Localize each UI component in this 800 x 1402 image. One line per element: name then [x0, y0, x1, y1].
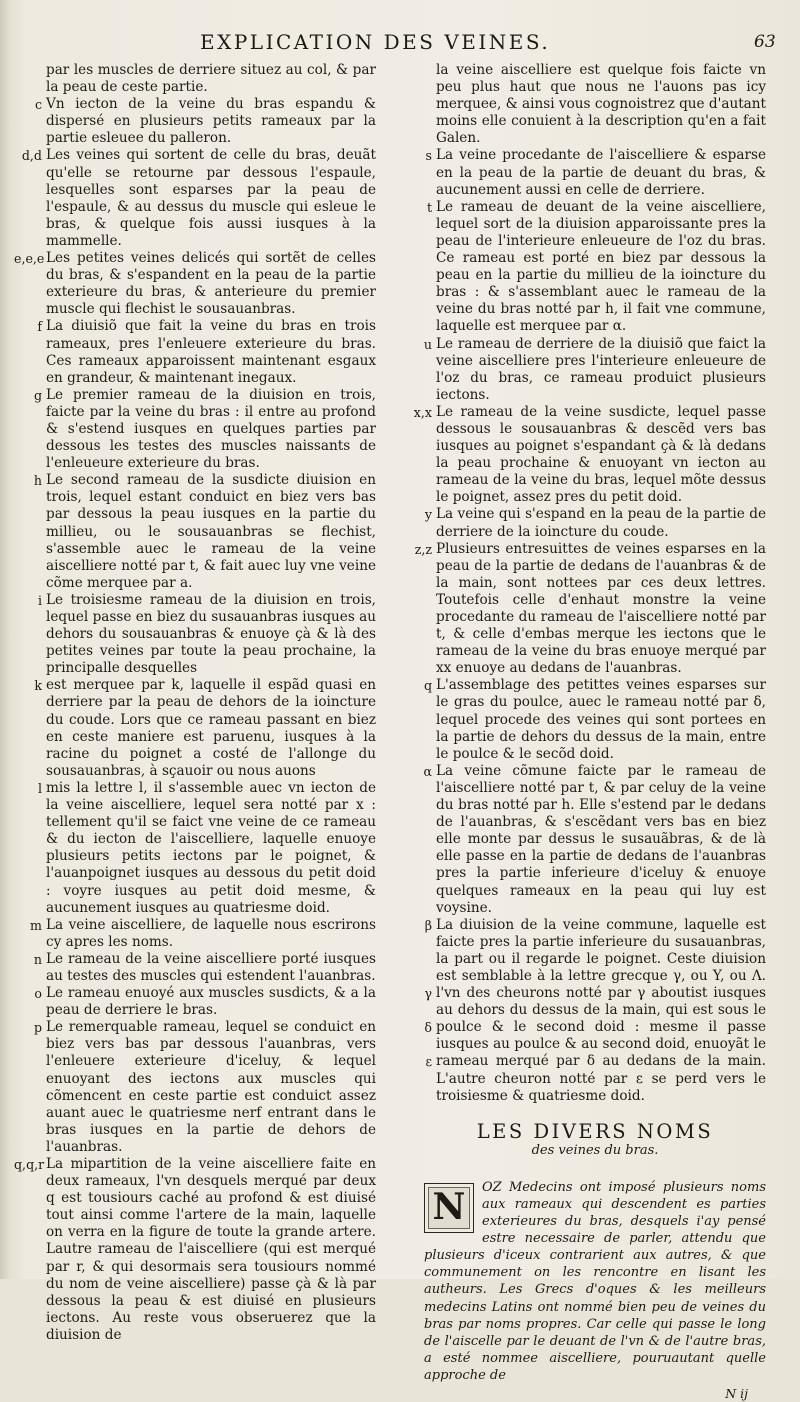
entry-marker: i [37, 592, 42, 608]
entry-marker: d,d [21, 148, 42, 164]
section-subtitle: des veines du bras. [531, 1142, 659, 1158]
annotation-entry [14, 1156, 376, 1344]
annotation-entry [34, 985, 376, 1019]
annotation-entry [34, 318, 376, 386]
entry-text: La veine qui s'espand en la peau de la partie de derriere de la ioincture du coude. [436, 506, 766, 540]
annotation-entry [34, 472, 376, 592]
annotation-entry [414, 540, 766, 678]
entry-text: par les muscles de derriere situez au col, & par la peau de ceste partie. [46, 62, 376, 96]
entry-text: La diuisiõ que fait la veine du bras en trois rameaux, pres l'enleuere exterieure du bras. Ces rameaux apparoissent maintenant esgaux en grandeur, & maintenant inegaux. [46, 318, 376, 386]
entry-text: Le rameau de la veine aiscelliere porté iusques au testes des muscles qui estendent l'auanbras. [46, 950, 376, 984]
section-title: LES DIVERS NOMS [476, 1119, 714, 1143]
entry-marker: z,z [414, 541, 432, 557]
entry-marker: y [424, 507, 432, 523]
entry-text: Vn iecton de la veine du bras espandu & dispersé en plusieurs petits rameaux par la partie esleuee du palleron. [46, 96, 376, 147]
annotation-entry [424, 336, 766, 404]
entry-marker: t [426, 199, 432, 215]
entry-marker: q [423, 678, 432, 694]
entry-text: La veine procedante de l'aiscelliere & esparse en la peau de la partie de deuant du bras, & aucunement aussi en celle de derriere. [436, 147, 766, 198]
annotation-entry [34, 1019, 376, 1156]
annotation-entry [34, 96, 376, 147]
right-column [413, 62, 766, 1402]
entry-text: Le rameau de la veine susdicte, lequel passe dessous le sousauanbras & descẽd vers bas iusques au poignet s'espandant çà & là dedans la peau prochaine & enuoyant vn iecton au rameau de la veine du bras, lequel mõte dessus le poignet, assez pres du petit doid. [436, 403, 766, 506]
annotation-entry [424, 62, 766, 147]
entry-text: Les veines qui sortent de celle du bras, deuãt qu'elle se retourne par dessous l'espaule, lesquelles sont esparses par la peau de l'espaule, & au dessus du muscle qui esleue le bras, & quelque fois aussi iusques à la mammelle. [46, 147, 376, 249]
dropcap-letter: N [424, 1183, 474, 1233]
entry-marker: c [34, 97, 42, 113]
page-number: 63 [754, 32, 776, 52]
entry-marker: m [30, 917, 42, 933]
entry-text: La veine aiscelliere, de laquelle nous escrirons cy apres les noms. [46, 916, 376, 950]
entry-marker: f [37, 319, 42, 335]
annotation-entry [424, 199, 766, 336]
entry-text: est merquee par k, laquelle il espãd quasi en derriere par la peau de dehors de la ioincture du coude. Lors que ce rameau passant en biez en ceste maniere est paruenu, iusques à la racine du poignet a costé de l'allonge du sousauanbras, à sçauoir ou nous auons [46, 677, 376, 779]
right-column-entries [413, 62, 766, 1105]
entry-text: Plusieurs entresuittes de veines esparses en la peau de la partie de dedans de l'auanbras & de la main, sont nottees par ces deux lettres. Toutefois celle d'enhaut monstre la veine procedante du rameau de l'aiscelliere notté par t, & celle d'embas merque les iectons que le rameau de la veine du bras enuoye merqué par xx enuoye au dedans de l'auanbras. [436, 540, 766, 677]
entry-marker: s [425, 148, 432, 164]
entry-text: mis la lettre l, il s'assemble auec vn iecton de la veine aiscelliere, lequel sera notté par x : tellement qu'il se faict vne veine de ce rameau & du iecton de l'aiscelliere, laquelle enuoye plusieurs petits iectons par le poignet, & l'auanpoignet iusques au dessous du petit doid : voyre iusques au petit doid mesme, & aucunement iusques au quatriesme doid. [46, 779, 376, 916]
entry-marker: p [33, 1020, 42, 1036]
entry-marker: u [423, 336, 432, 352]
intro-text: OZ Medecins ont imposé plusieurs noms aux rameaux qui descendent es parties exterieures du bras, desquels i'ay pensé estre necessaire de parler, attendu que plusieurs d'iceux contrarient aux autres, & que communement on les rencontre en lisant les autheurs. Les Grecs d'oques & les meilleurs medecins Latins ont nommé bien peu de veines du bras par noms propres. Car celle qui passe le long de l'aiscelle par le deuant de l'vn & de l'autre bras, a esté nommee aiscelliere, pouruautant quelle approche de [424, 1179, 766, 1383]
annotation-entry [34, 677, 376, 780]
entry-text: Le second rameau de la susdicte diuision en trois, lequel estant conduict en biez vers bas par dessous la peau iusques en la partie du millieu, ou le sousauanbras se flechist, s'assemble auec le rameau de la veine aiscelliere notté par t, & fait auec luy vne veine cõme merquee par a. [46, 472, 376, 591]
annotation-entry [424, 147, 766, 198]
signature-mark: N ij [725, 1386, 748, 1402]
entry-text: Le premier rameau de la diuision en trois, faicte par la veine du bras : il entre au profond & s'estend iusques en quelques parties par dessous les testes des muscles naissants de l'enleueure exterieure du bras. [46, 386, 376, 472]
entry-text: L'assemblage des petittes veines esparses sur le gras du poulce, auec le rameau notté par δ, lequel procede des veines qui sont portees en la partie de dehors du dessus de la main, entre le poulce & le secõd doid. [436, 677, 766, 762]
entry-text: Les petites veines delicés qui sortẽt de celles du bras, & s'espandent en la peau de la partie exterieure du bras, & anterieure du premier muscle qui flechist le sousauanbras. [46, 250, 376, 318]
annotation-entry [21, 147, 376, 250]
entry-text: Le remerquable rameau, lequel se conduict en biez vers bas par dessous l'auanbras, vers l'enleuere exterieure d'iceluy, & lequel enuoyant des iectons aux muscles qui cõmencent en ceste partie est conduict assez auant auec le quatriesme nerf entrant dans le bras iusques en la partie de dehors de l'auanbras. [46, 1019, 376, 1155]
entry-marker: α [423, 763, 432, 779]
annotation-entry [413, 403, 766, 507]
annotation-entry [424, 763, 766, 917]
entry-text: la veine aiscelliere est quelque fois faicte vn peu plus haut que nous ne l'auons pas icy merquee, & ainsi vous cognoistrez que d'autant moins elle conuient à la description qu'en a fait Galen. [436, 62, 766, 147]
annotation-entry [424, 917, 766, 1105]
annotation-entry [34, 592, 376, 677]
entry-marker: k [34, 678, 42, 694]
entry-marker: x,x [413, 404, 432, 420]
entry-marker: β [424, 917, 432, 933]
annotation-entry [34, 780, 376, 917]
annotation-entry [424, 677, 766, 762]
entry-marker: n [33, 951, 42, 967]
entry-text: Le troisiesme rameau de la diuision en trois, lequel passe en biez du susauanbras iusques au dehors du sousauanbras & enuoye çà & là des petites veines par toute la peau prochaine, la principalle desquelles [46, 591, 376, 677]
entry-marker: h [33, 473, 42, 489]
annotation-entry [34, 62, 376, 96]
margin-marker: ε [425, 1053, 432, 1069]
entry-text: Le rameau de deuant de la veine aiscelliere, lequel sort de la diuision apparoissante pres la peau de l'interieure enleueure de l'oz du bras. Ce rameau est porté en biez par dessous la peau en la partie du millieu de la ioincture du bras : & s'assemblant auec le rameau de la veine du bras notté par h, il fait vne commune, laquelle est merquee par α. [436, 198, 766, 335]
entry-text: Le rameau enuoyé aux muscles susdicts, & a la peau de derriere le bras. [46, 985, 376, 1019]
entry-marker: o [34, 986, 42, 1002]
margin-marker: γ [424, 985, 432, 1001]
annotation-entry [34, 387, 376, 472]
intro-paragraph [424, 1179, 766, 1384]
entry-marker: e,e,e [14, 251, 45, 267]
entry-marker: q,q,r [14, 1157, 45, 1172]
entry-text: La veine cõmune faicte par le rameau de l'aiscelliere notté par t, & par celuy de la veine du bras notté par h. Elle s'estend par le dedans de l'auanbras, & s'escẽdant vers bas en biez elle monte par dessus le susauãbras, & de là elle passe en la partie de dedans de l'auanbras pres la partie inferieure d'iceluy & enuoye quelques rameaux en la peau qui luy est voysine. [436, 762, 766, 916]
entry-text: Le rameau de derriere de la diuisiõ que faict la veine aiscelliere pres l'interieure enleueure de l'oz du bras, ce rameau produict plusieurs iectons. [436, 335, 766, 403]
annotation-entry [30, 916, 376, 951]
entry-text: La diuision de la veine commune, laquelle est faicte pres la partie inferieure du susauanbras, la part ou il regarde le poignet. Ceste diuision est semblable à la lettre grecque γ, ou Y, ou Λ. l'vn des cheurons notté par γ aboutist iusques au dehors du dessus de la main, qui est sous le poulce & le second doid : mesme il passe iusques au poulce & au second doid, enuoyãt le rameau merqué par δ au dedans de la main. L'autre cheuron notté par ε se perd vers le troisiesme & quatriesme doid. [436, 916, 766, 1104]
entry-text: La mipartition de la veine aiscelliere faite en deux rameaux, l'vn desquels merqué par deux q est tousiours caché au profond & est diuisé tout ainsi comme l'artere de la main, laquelle on verra en la figure de toute la grande artere. Lautre rameau de l'aiscelliere (qui est merqué par r, & qui desormais sera tousiours nommé du nom de veine aiscelliere) passe çà & là par dessous la peau & est diuisé en plusieurs iectons. Au reste vous obseruerez que la diuision de [46, 1156, 376, 1343]
entry-marker: g [33, 387, 42, 403]
margin-marker: δ [424, 1019, 432, 1035]
left-column [14, 62, 376, 1344]
entry-marker: l [37, 780, 42, 796]
annotation-entry [34, 951, 376, 985]
running-head: EXPLICATION DES VEINES. [200, 30, 551, 54]
annotation-entry [14, 250, 376, 318]
annotation-entry [424, 506, 766, 540]
